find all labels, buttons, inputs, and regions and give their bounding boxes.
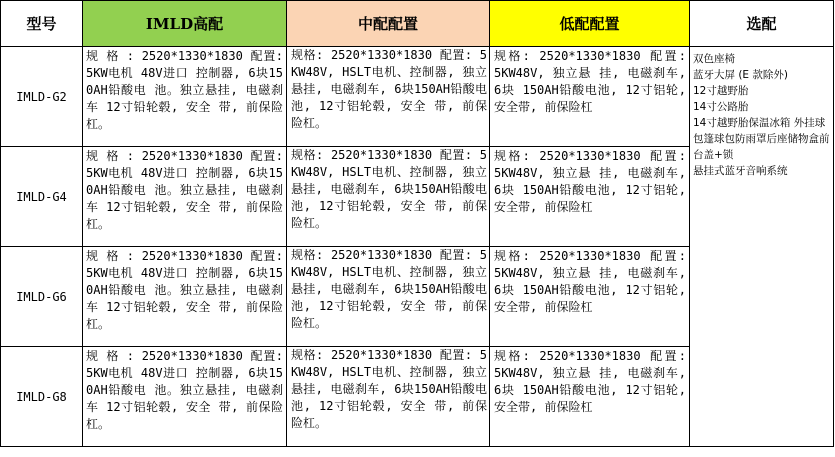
option-item: 蓝牙大屏 (E 款除外) (693, 69, 789, 81)
mid-config-cell (287, 147, 490, 247)
high-config-text: 规 格 : 2520*1330*1830 配置: 5KW电机 48V进口 控制器, 6块150AH铅酸电 池。独立悬挂, 电磁刹 车 12寸铝轮毂, 安全 带, 前保险杠。 (86, 249, 283, 331)
mid-config-text: 规格: 2520*1330*1830 配置: 5KW48V, HSLT电机、控制器, 独立悬挂, 电磁刹车, 6块150AH铅酸电池, 12寸铝轮毂, 安全 带, 前保险杠。 (291, 48, 487, 130)
low-config-text: 规格: 2520*1330*1830 配置: 5KW48V, 独立悬 挂, 电磁刹车, 6块 150AH铅酸电池, 12寸铝轮, 安全带, 前保险杠 (494, 149, 686, 214)
mid-config-text: 规格: 2520*1330*1830 配置: 5KW48V, HSLT电机、控制器, 独立悬挂, 电磁刹车, 6块150AH铅酸电池, 12寸铝轮毂, 安全 带, 前保险杠。 (291, 148, 487, 230)
model-cell: IMLD-G4 (1, 147, 83, 247)
low-config-cell (490, 247, 690, 347)
option-item: 14寸越野胎保温冰箱 外挂球包篷球包防雨罩后座储物盒前台盖+锁 (693, 117, 830, 161)
header-row (1, 1, 834, 47)
mid-config-text: 规格: 2520*1330*1830 配置: 5KW48V, HSLT电机、控制器, 独立悬挂, 电磁刹车, 6块150AH铅酸电池, 12寸铝轮毂, 安全 带, 前保险杠。 (291, 248, 487, 330)
mid-config-cell (287, 347, 490, 447)
high-config-text: 规 格 : 2520*1330*1830 配置: 5KW电机 48V进口 控制器, 6块150AH铅酸电 池。独立悬挂, 电磁刹 车 12寸铝轮毂, 安全 带, 前保险杠。 (86, 149, 283, 231)
mid-config-text: 规格: 2520*1330*1830 配置: 5KW48V, HSLT电机、控制器, 独立悬挂, 电磁刹车, 6块150AH铅酸电池, 12寸铝轮毂, 安全 带, 前保险杠。 (291, 348, 487, 430)
high-config-text: 规 格 : 2520*1330*1830 配置: 5KW电机 48V进口 控制器, 6块150AH铅酸电 池。独立悬挂, 电磁刹 车 12寸铝轮毂, 安全 带, 前保险杠。 (86, 349, 283, 431)
low-config-cell (490, 347, 690, 447)
header-low-config: 低配配置 (490, 1, 690, 47)
table-row (1, 47, 834, 147)
options-list (690, 47, 833, 179)
option-item: 14寸公路胎 (693, 101, 749, 113)
option-item: 12寸越野胎 (693, 85, 749, 97)
model-cell: IMLD-G8 (1, 347, 83, 447)
header-mid-config: 中配配置 (287, 1, 490, 47)
header-model: 型号 (1, 1, 83, 47)
option-item: 悬挂式蓝牙音响系统 (693, 165, 788, 177)
low-config-cell (490, 147, 690, 247)
high-config-cell (83, 347, 287, 447)
model-cell: IMLD-G2 (1, 47, 83, 147)
high-config-cell (83, 247, 287, 347)
options-cell (690, 47, 834, 447)
low-config-text: 规格: 2520*1330*1830 配置: 5KW48V, 独立悬 挂, 电磁刹车, 6块 150AH铅酸电池, 12寸铝轮, 安全带, 前保险杠 (494, 249, 686, 314)
option-item: 双色座椅 (693, 53, 735, 65)
low-config-cell (490, 47, 690, 147)
model-cell: IMLD-G6 (1, 247, 83, 347)
low-config-text: 规格: 2520*1330*1830 配置: 5KW48V, 独立悬 挂, 电磁刹车, 6块 150AH铅酸电池, 12寸铝轮, 安全带, 前保险杠 (494, 49, 686, 114)
mid-config-cell (287, 247, 490, 347)
high-config-cell (83, 47, 287, 147)
header-high-config: IMLD高配 (83, 1, 287, 47)
mid-config-cell (287, 47, 490, 147)
high-config-cell (83, 147, 287, 247)
header-options: 选配 (690, 1, 834, 47)
high-config-text: 规 格 : 2520*1330*1830 配置: 5KW电机 48V进口 控制器, 6块150AH铅酸电 池。独立悬挂, 电磁刹 车 12寸铅轮毂, 安全 带, 前保险杠。 (86, 49, 283, 131)
low-config-text: 规格: 2520*1330*1830 配置: 5KW48V, 独立悬 挂, 电磁刹车, 6块 150AH铅酸电池, 12寸铝轮, 安全带, 前保险杠 (494, 349, 686, 414)
